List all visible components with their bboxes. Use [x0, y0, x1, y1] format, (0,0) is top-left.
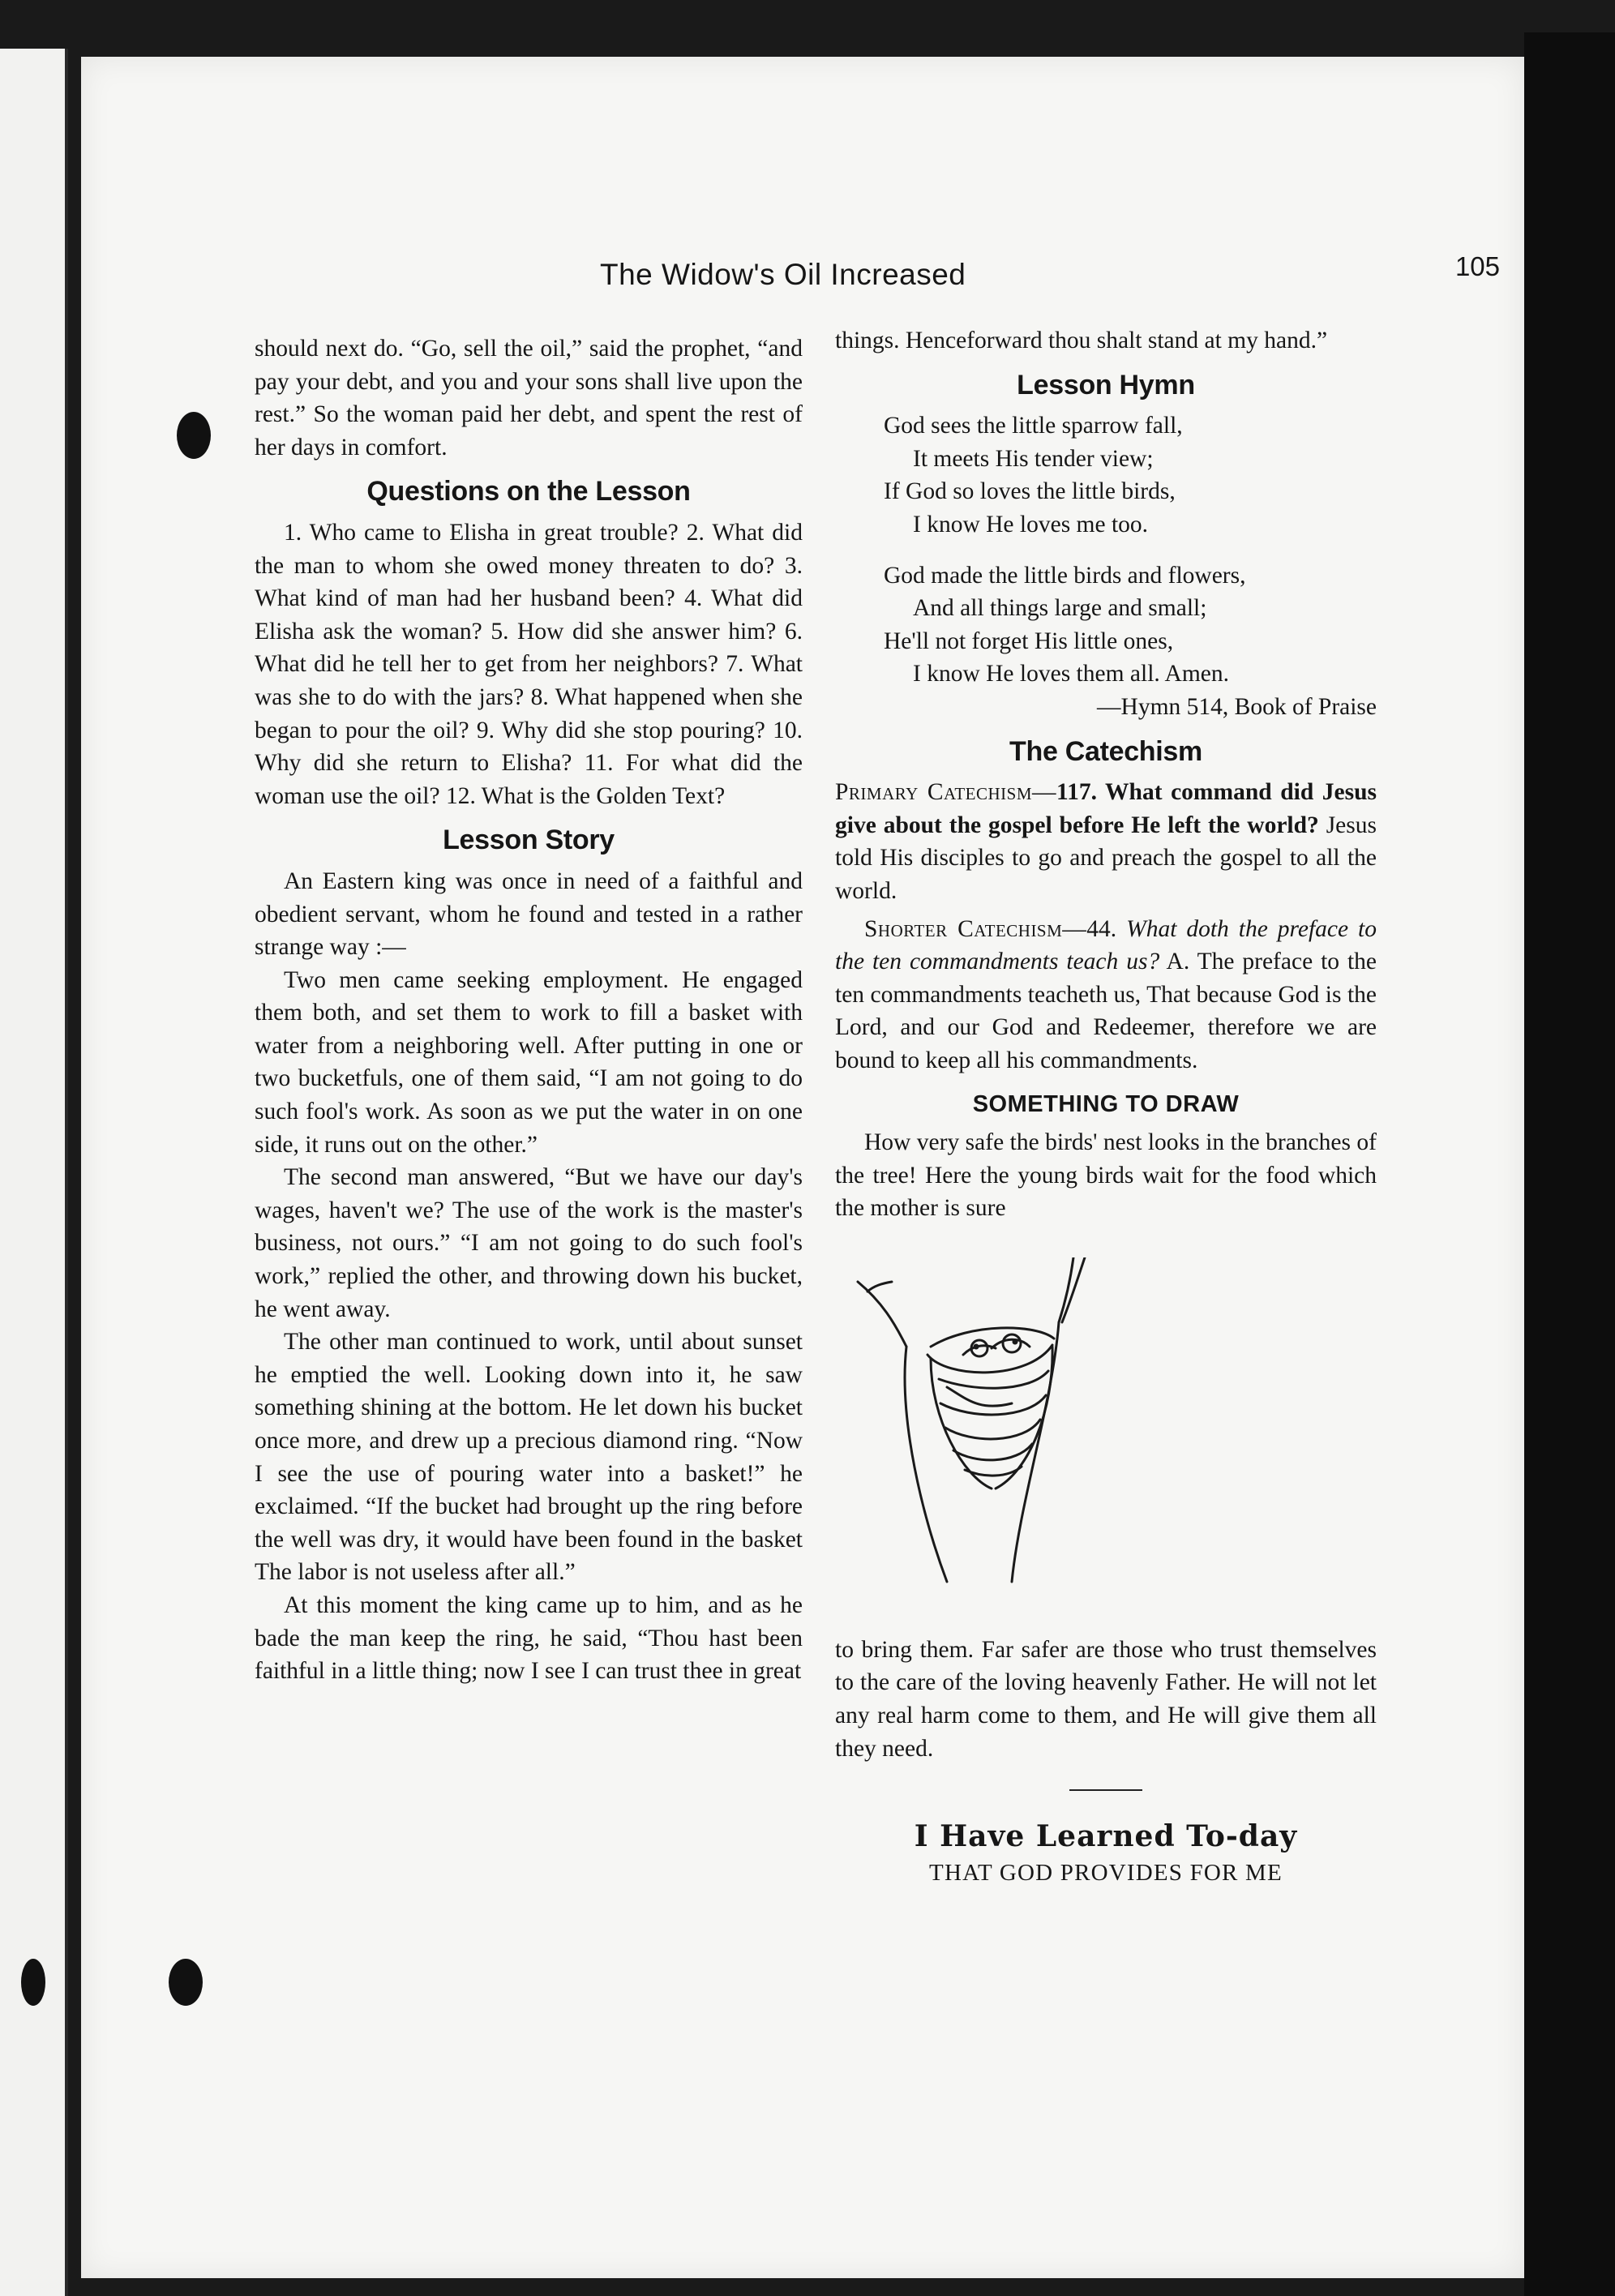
hymn-line: He'll not forget His little ones,: [884, 628, 1174, 654]
right-column: [835, 324, 1377, 1889]
left-column: [255, 332, 803, 1688]
binding-hole-adjacent: [21, 1959, 45, 2006]
shorter-catechism-answer: A. The preface to the ten commandments teacheth us, That because God is the Lord, and our God and Redeemer, therefore we are bound to keep all his commandments.: [835, 949, 1377, 1073]
learned-heading: I Have Learned To-day: [914, 1819, 1298, 1854]
catechism-heading: The Catechism: [1009, 735, 1202, 767]
draw-text: How very safe the birds' nest looks in the branches of the tree! Here the young birds wait for the food which the mother is sure: [835, 1129, 1377, 1222]
story-continuation: things. Henceforward thou shalt stand at my hand.”: [835, 328, 1328, 353]
primary-catechism-label: Primary Catechism—: [835, 779, 1057, 806]
draw-continuation: to bring them. Far safer are those who trust themselves to the care of the loving heavenly Father. He will not let any real harm come to them, and He will give them all they need.: [835, 1636, 1377, 1762]
questions-heading: Questions on the Lesson: [366, 476, 691, 508]
nest-illustration: [835, 1257, 1377, 1614]
hymn-line: It meets His tender view;: [913, 445, 1154, 472]
lesson-conclusion: should next do. “Go, sell the oil,” said the prophet, “and pay your debt, and you and your sons shall live upon the rest.” So the woman paid her debt, and spent the rest of her days in comfort.: [255, 336, 803, 460]
story-paragraph: An Eastern king was once in need of a faithful and obedient servant, whom he found and tested in a rather strange way :—: [255, 867, 803, 961]
primary-catechism-question: 117. What command did Jesus give about the gospel before He left the world?: [835, 779, 1377, 838]
shorter-catechism-question: What doth the preface to the ten commandments teach us?: [835, 915, 1377, 975]
scan-shadow: [1524, 32, 1615, 2296]
page-header: [243, 251, 1500, 298]
learned-text: THAT GOD PROVIDES FOR ME: [929, 1859, 1283, 1886]
primary-catechism: [835, 776, 1377, 907]
hymn-line: And all things large and small;: [913, 595, 1207, 622]
story-paragraph: The second man answered, “But we have our day's wages, haven't we? The use of the work is the master's business, not ours.” “I am not going to do such fool's work,” replied the other, and throwing down his bucket, he went away.: [255, 1164, 803, 1322]
hymn-heading: Lesson Hymn: [1017, 369, 1195, 401]
hymn-line: God made the little birds and flowers,: [884, 562, 1246, 589]
hymn-line: I know He loves them all. Amen.: [913, 661, 1229, 688]
running-title: The Widow's Oil Increased: [600, 258, 966, 291]
nest-drawing: [850, 1257, 1093, 1614]
shorter-catechism-label: Shorter Catechism—: [864, 915, 1087, 942]
hymn-line: God sees the little sparrow fall,: [884, 413, 1183, 439]
story-paragraph: At this moment the king came up to him, and as he bade the man keep the ring, he said, “Thou hast been faithful in a little thing; now I see I can trust thee in great: [255, 1591, 803, 1685]
story-paragraph: Two men came seeking employment. He engaged them both, and set them to work to fill a basket with water from a neighboring well. After putting in one or two bucketfuls, one of them said, “I am not going to do such fool's work. As soon as we put the water in on one side, it runs out on the other.”: [255, 966, 803, 1158]
primary-catechism-answer: Jesus told His disciples to go and preach the gospel to all the world.: [835, 812, 1377, 904]
hymn: [884, 409, 1377, 691]
draw-heading: SOMETHING TO DRAW: [972, 1091, 1240, 1118]
hymn-attribution: —Hymn 514, Book of Praise: [1097, 693, 1377, 720]
story-heading: Lesson Story: [443, 825, 615, 856]
shorter-catechism-number: 44.: [1086, 915, 1117, 942]
hymn-stanza: [884, 409, 1377, 541]
hymn-line: I know He loves me too.: [913, 511, 1149, 538]
binding-hole-bottom: [169, 1959, 203, 2006]
page-number: 105: [1454, 251, 1500, 281]
section-divider: [1069, 1789, 1142, 1791]
hymn-line: If God so loves the little birds,: [884, 478, 1176, 505]
binding-hole-top: [177, 412, 211, 459]
shorter-catechism: [835, 913, 1377, 1077]
story-paragraph: The other man continued to work, until about sunset he emptied the well. Looking down into it, he saw something shining at the bottom. He let down his bucket once more, and drew up a precious diamond ring. “Now I see the use of pouring water into a basket!” he exclaimed. “If the bucket had brought up the ring before the well was dry, it would have been found in the basket The labor is not useless after all.”: [255, 1329, 803, 1586]
questions-text: 1. Who came to Elisha in great trouble? 2. What did the man to whom she owed money threaten to do? 3. What kind of man had her husband been? 4. What did Elisha ask the woman? 5. How did she answer him? 6. What did he tell her to get from her neighbors? 7. What was she to do with the jars? 8. What happened when she began to pour the oil? 9. Why did she stop pouring? 10. Why did she return to Elisha? 11. For what did the woman use the oil? 12. What is the Golden Text?: [255, 519, 803, 809]
hymn-stanza: [884, 559, 1377, 691]
